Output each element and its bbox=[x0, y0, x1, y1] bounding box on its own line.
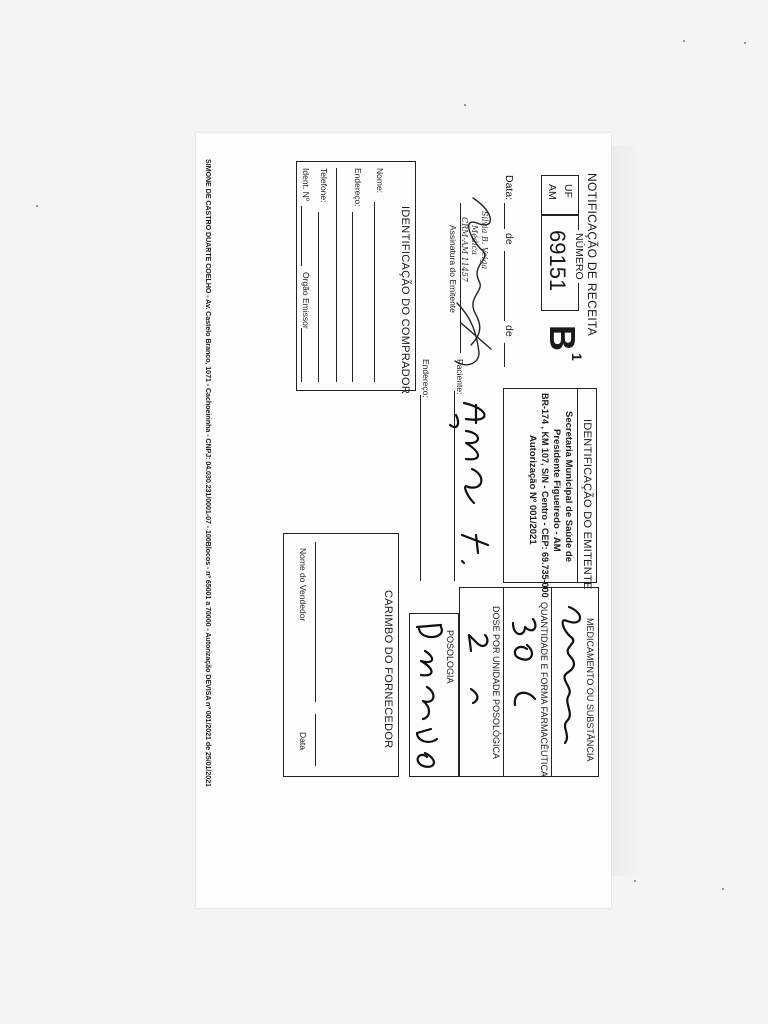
receita-type-letter: B bbox=[542, 325, 583, 350]
comprador-nome-label: Nome: bbox=[375, 168, 385, 194]
scan-speck bbox=[634, 880, 636, 882]
data-label: Data: bbox=[503, 175, 515, 201]
medicamento-handwriting bbox=[549, 603, 589, 763]
comprador-endereco-line-2 bbox=[336, 168, 337, 382]
paciente-label: Paciente: bbox=[455, 359, 465, 395]
uf-box bbox=[541, 175, 579, 215]
comprador-telefone-label: Telefone: bbox=[319, 168, 329, 203]
quantidade-handwriting bbox=[503, 613, 543, 743]
comprador-orgao-label: Órgão Emissor bbox=[301, 272, 311, 329]
posologia-title: POSOLOGIA bbox=[445, 630, 455, 684]
dose-handwriting bbox=[463, 629, 493, 719]
comprador-endereco-line bbox=[352, 212, 353, 382]
stamp-name: Silvia B. Veiga bbox=[480, 211, 489, 270]
comprador-title: IDENTIFICAÇÃO DO COMPRADOR bbox=[399, 206, 411, 395]
data-year-line bbox=[504, 343, 505, 367]
prescriber-signature bbox=[441, 193, 501, 383]
emitente-line-1: Secretaria Municipal de Saúde de bbox=[563, 411, 574, 562]
printer-footer: SIMONE DE CASTRO DUARTE COELHO - Av. Castelo Branco, 1071 - Cachoeirinha - CNPJ: 04.030.231/0001-07 - 100Blocos - nº 65001 a 70000 - Autorização DEVISA nº 001/2021 de 25/01/2021 bbox=[204, 159, 213, 787]
data-fornecedor-line bbox=[315, 714, 316, 766]
emitente-line-4: Autorização Nº 001/2021 bbox=[527, 435, 538, 545]
medicamento-title: MEDICAMENTO OU SUBSTÂNCIA bbox=[585, 618, 595, 762]
numero-label: NÚMERO bbox=[573, 230, 585, 283]
data-sep-1: de bbox=[503, 233, 515, 245]
numero-box bbox=[541, 215, 585, 311]
emitente-line-3: BR-174 , KM 107, S/N - Centro - CEP: 69.735-000 bbox=[540, 393, 550, 598]
stamp-role: Médica bbox=[470, 225, 479, 255]
vendedor-label: Nome do Vendedor bbox=[298, 548, 308, 622]
emitente-title: IDENTIFICAÇÃO DO EMITENTE bbox=[581, 419, 593, 590]
uf-value: AM bbox=[546, 184, 558, 200]
scan-speck bbox=[464, 104, 466, 106]
comprador-nome-line bbox=[374, 202, 375, 382]
data-sep-2: de bbox=[503, 325, 515, 337]
emitente-divider bbox=[577, 389, 578, 582]
fornecedor-title: CARIMBO DO FORNECEDOR bbox=[382, 590, 394, 749]
emitente-line-2: Presidente Figueiredo - AM bbox=[551, 429, 562, 552]
scan-speck bbox=[744, 42, 746, 44]
assinatura-label: Assinatura do Emitente bbox=[448, 225, 458, 313]
receita-type-number: 1 bbox=[569, 353, 585, 361]
fornecedor-box bbox=[283, 533, 399, 777]
endereco-label: Endereço: bbox=[421, 359, 431, 398]
data-month-line bbox=[504, 251, 505, 321]
comprador-ident-label: Ident. Nº bbox=[301, 168, 311, 201]
posologia-handwriting bbox=[407, 621, 451, 781]
stamp-crm: CRM-AM 11457 bbox=[460, 217, 469, 282]
comprador-endereco-label: Endereço: bbox=[353, 168, 363, 207]
prescription-form bbox=[196, 133, 611, 908]
emitente-box bbox=[503, 388, 597, 598]
uf-label: UF bbox=[562, 184, 574, 198]
paciente-handwriting bbox=[446, 395, 496, 595]
scan-speck bbox=[722, 888, 724, 890]
data-day-line bbox=[504, 203, 505, 229]
endereco-line bbox=[420, 395, 421, 581]
scan-speck bbox=[683, 40, 685, 42]
dose-title: DOSE POR UNIDADE POSOLÓGICA bbox=[491, 606, 501, 760]
quantidade-title: QUANTIDADE E FORMA FARMACÊUTICA bbox=[539, 602, 549, 778]
data-fornecedor-label: Data bbox=[298, 732, 308, 750]
comprador-orgao-line bbox=[301, 328, 302, 382]
numero-value: 69151 bbox=[545, 230, 570, 292]
comprador-telefone-line bbox=[318, 212, 319, 382]
scan-speck bbox=[36, 205, 38, 207]
comprador-box bbox=[296, 161, 416, 395]
comprador-ident-line bbox=[301, 206, 302, 266]
form-title: NOTIFICAÇÃO DE RECEITA bbox=[585, 173, 599, 337]
vendedor-line bbox=[315, 542, 316, 702]
